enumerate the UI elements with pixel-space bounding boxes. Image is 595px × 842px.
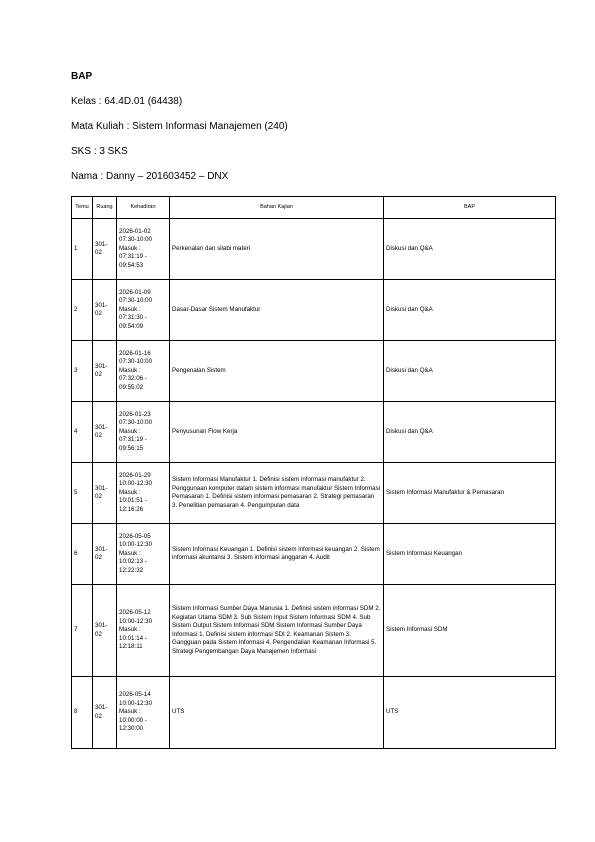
cell-kehadiran [117, 341, 170, 402]
kehadiran-label: Masuk : [119, 244, 141, 252]
kehadiran-time: 10:00-12:30 [119, 617, 153, 625]
table-header-row [72, 197, 556, 219]
kehadiran-label: Masuk : [119, 708, 141, 716]
kehadiran-date: 2026-05-12 [119, 609, 151, 617]
cell-bap: Sistem Informasi Manufaktur & Pemasaran [384, 463, 556, 524]
kehadiran-out: 12:22:32 [119, 566, 144, 574]
cell-bahan-kajian: Penyusunan Flow Kerja [170, 402, 384, 463]
cell-ruang: 301-02 [93, 280, 117, 341]
kehadiran-date: 2026-01-29 [119, 471, 151, 479]
cell-bap: Diskusi dan Q&A [384, 219, 556, 280]
document-title: BAP [71, 71, 93, 82]
kehadiran-time: 07:30-10:00 [119, 297, 153, 305]
cell-ruang: 301-02 [93, 524, 117, 585]
kehadiran-in: 10:00:00 - [119, 716, 147, 724]
cell-kehadiran [117, 585, 170, 677]
kehadiran-in: 10:01:51 - [119, 497, 147, 505]
cell-bap: Diskusi dan Q&A [384, 402, 556, 463]
kehadiran-label: Masuk : [119, 626, 141, 634]
cell-pertemuan: 4 [72, 402, 93, 463]
cell-ruang: 301-02 [93, 219, 117, 280]
cell-pertemuan: 6 [72, 524, 93, 585]
kehadiran-time: 10:00-12:30 [119, 480, 153, 488]
kehadiran-out: 12:30:00 [119, 725, 144, 733]
table-row [72, 341, 556, 402]
kehadiran-label: Masuk : [119, 549, 141, 557]
table-row [72, 677, 556, 749]
table-row [72, 402, 556, 463]
bap-table [71, 196, 556, 749]
cell-pertemuan: 3 [72, 341, 93, 402]
table-row [72, 585, 556, 677]
column-header-ruang: Ruang [93, 197, 117, 219]
kehadiran-time: 07:30-10:00 [119, 358, 153, 366]
kehadiran-out: 09:56:15 [119, 444, 144, 452]
column-header-bap: BAP [384, 197, 556, 219]
column-header-kehadiran: Kehadiran [117, 197, 170, 219]
kehadiran-time: 07:30-10:00 [119, 419, 153, 427]
kehadiran-date: 2026-01-16 [119, 349, 151, 357]
column-header-temu: Temu [72, 197, 93, 219]
kehadiran-label: Masuk : [119, 305, 141, 313]
kehadiran-out: 09:54:09 [119, 322, 144, 330]
cell-kehadiran [117, 219, 170, 280]
kehadiran-in: 10:02:13 - [119, 558, 147, 566]
kehadiran-out: 09:54:53 [119, 261, 144, 269]
cell-pertemuan: 7 [72, 585, 93, 677]
cell-bahan-kajian: Perkenalan dan silabi materi [170, 219, 384, 280]
table-row [72, 463, 556, 524]
cell-pertemuan: 2 [72, 280, 93, 341]
kehadiran-time: 10:00-12:30 [119, 541, 153, 549]
mata-kuliah-line: Mata Kuliah : Sistem Informasi Manajemen (240) [71, 121, 288, 132]
kehadiran-date: 2026-01-09 [119, 288, 151, 296]
cell-kehadiran [117, 280, 170, 341]
cell-ruang: 301-02 [93, 463, 117, 524]
cell-ruang: 301-02 [93, 341, 117, 402]
cell-kehadiran [117, 402, 170, 463]
cell-ruang: 301-02 [93, 402, 117, 463]
cell-bap: Diskusi dan Q&A [384, 341, 556, 402]
kehadiran-date: 2026-05-14 [119, 691, 151, 699]
cell-bap: Sistem Informasi Keuangan [384, 524, 556, 585]
cell-ruang: 301-02 [93, 585, 117, 677]
cell-bap: Diskusi dan Q&A [384, 280, 556, 341]
cell-bap: UTS [384, 677, 556, 749]
sks-line: SKS : 3 SKS [71, 146, 128, 157]
kehadiran-out: 12:18:11 [119, 643, 143, 651]
table-row [72, 219, 556, 280]
cell-pertemuan: 8 [72, 677, 93, 749]
kehadiran-label: Masuk : [119, 488, 141, 496]
cell-bahan-kajian: Sistem Informasi Manufaktur 1. Definisi sistem informasi manufaktur 2. Penggunaan komputer dalam sistem informasi manufaktur Sistem Informasi Pemasaran 1. Definisi sistem informasi pemasaran 2. Strategi pemasaran 3. Penelitian pemasaran 4. Pengumpulan data [170, 463, 384, 524]
kehadiran-out: 09:55:02 [119, 383, 144, 391]
kehadiran-date: 2026-05-05 [119, 532, 151, 540]
nama-line: Nama : Danny – 201603452 – DNX [71, 171, 229, 182]
kehadiran-time: 10:00-12:30 [119, 699, 153, 707]
column-header-bahan-kajian: Bahan Kajian [170, 197, 384, 219]
kehadiran-label: Masuk : [119, 366, 141, 374]
kehadiran-in: 07:31:19 - [119, 436, 147, 444]
kehadiran-time: 07:30-10:00 [119, 236, 153, 244]
table-row [72, 524, 556, 585]
kehadiran-in: 07:31:19 - [119, 253, 147, 261]
kelas-line: Kelas : 64.4D.01 (64438) [71, 96, 183, 107]
kehadiran-in: 07:32:06 - [119, 375, 147, 383]
cell-kehadiran [117, 524, 170, 585]
cell-bahan-kajian: Pengenalan Sistem [170, 341, 384, 402]
cell-bahan-kajian: UTS [170, 677, 384, 749]
cell-bahan-kajian: Sistem Informasi Keuangan 1. Definisi sistem informasi keuangan 2. Sistem informasi akuntansi 3. Sistem informasi anggaran 4. Audit [170, 524, 384, 585]
cell-bap: Sistem Informasi SDM [384, 585, 556, 677]
kehadiran-out: 12:16:26 [119, 505, 144, 513]
cell-ruang: 301-02 [93, 677, 117, 749]
cell-pertemuan: 5 [72, 463, 93, 524]
cell-bahan-kajian: Sistem Informasi Sumber Daya Manusia 1. Definisi sistem informasi SDM 2. Kegiatan Utama SDM 3. Sub Sistem Input Sistem Informasi SDM 4. Sub Sistem Output Sistem Informasi SDM Sistem Informasi Sumber Daya Informasi 1. Definisi sistem informasi SDI 2. Keamanan Sistem 3. Gangguan pada Sistem Informasi 4. Pengendalian Keamanan Informasi 5. Strategi Pengembangan Daya Manajemen Informasi [170, 585, 384, 677]
kehadiran-label: Masuk : [119, 427, 141, 435]
cell-kehadiran [117, 677, 170, 749]
cell-kehadiran [117, 463, 170, 524]
kehadiran-date: 2026-01-02 [119, 227, 151, 235]
cell-bahan-kajian: Dasar-Dasar Sistem Manufaktur [170, 280, 384, 341]
cell-pertemuan: 1 [72, 219, 93, 280]
table-row [72, 280, 556, 341]
kehadiran-date: 2026-01-23 [119, 410, 151, 418]
kehadiran-in: 07:31:30 - [119, 314, 147, 322]
document-header [71, 70, 531, 195]
kehadiran-in: 10:01:14 - [119, 634, 147, 642]
